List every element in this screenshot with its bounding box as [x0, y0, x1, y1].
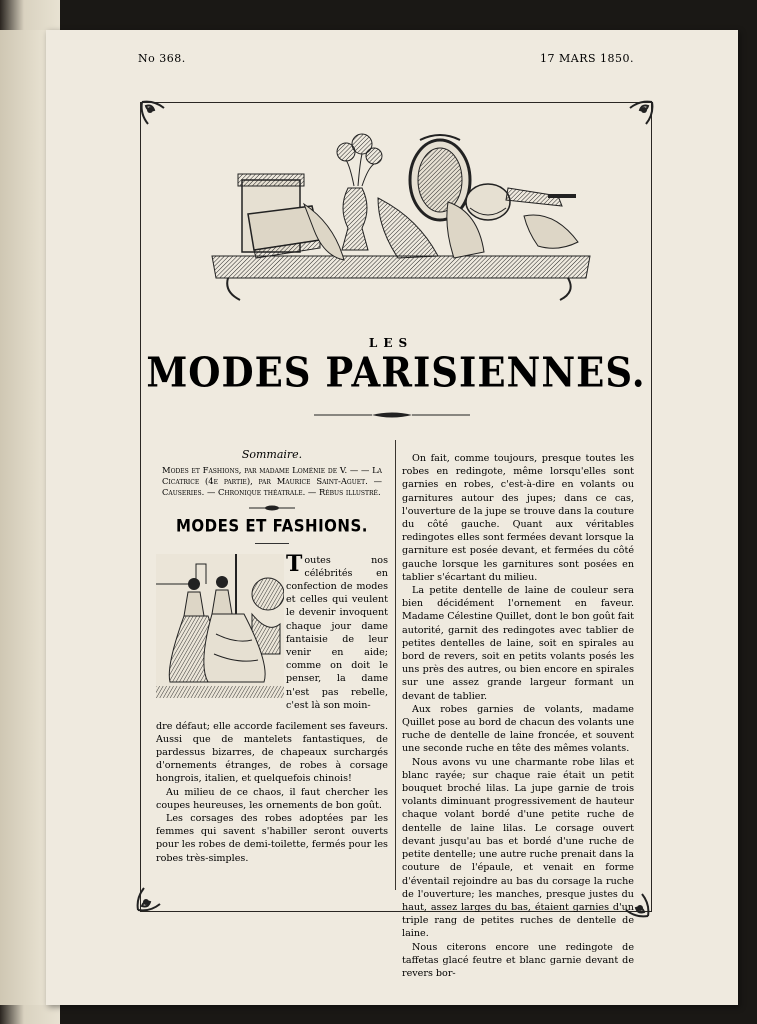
still-life-engraving [208, 128, 594, 308]
article-paragraph: Au milieu de ce chaos, il faut chercher les coupes heureuses, les ornements de bon goût. [156, 786, 388, 811]
column-rule [395, 440, 396, 890]
section-rule [255, 543, 289, 544]
corner-ornament-icon [138, 98, 170, 130]
sommaire-heading: Sommaire. [241, 448, 303, 461]
article-paragraph: Aux robes garnies de volants, madame Quillet pose au bord de chacun des volants une ruche de dentelle de laine froncée, et souvent une seconde ruche en tête des mêmes volants. [402, 703, 634, 755]
intro-paragraph: outes nos célébrités en confection de modes et celles qui veulent le devenir invoquent chaque jour dame fantaisie de leur venir en aide; comme on doit le penser, la dame n'est pas rebelle, c'est là son moin- [286, 554, 388, 711]
section-title: MODES ET FASHIONS. [176, 515, 368, 536]
article-paragraph: Nous avons vu une charmante robe lilas et blanc rayée; sur chaque raie était un petit bouquet broché lilas. La jupe garnie de trois volants diminuant progressivement de hauteur chaque volant bordé d'une petite ruche de dentelle de laine lilas. Le corsage ouvert devant jusqu'au bas et bordé d'une ruche de petite dentelle; une autre ruche prenait dans la couture de l'épaule, et venait en forme d'éventail rejoindre au bas du corsage la ruche de l'ouverture; les manches, presque justes du haut, assez larges du bas, étaient garnies d'un triple rang de petites ruches de dentelle de laine. [402, 756, 634, 940]
drop-cap: T [286, 550, 303, 577]
article-paragraph: Nous citerons encore une redingote de taffetas glacé feutre et blanc garnie devant de revers bor- [402, 941, 634, 979]
right-column [402, 452, 634, 980]
issue-number: No 368. [138, 52, 186, 65]
title-divider-ornament [312, 410, 472, 420]
sommaire-text: Modes et Fashions, par madame Loménie de V. — — La Cicatrice (4e partie), par Maurice Saint-Aguet. — Causeries. — Chronique théatrale. — Rébus illustré. [162, 465, 382, 498]
article-paragraph: La petite dentelle de laine de couleur sera bien décidément l'ornement en faveur. Madame Célestine Quillet, dont le bon goût fait autorité, garnit des redingotes avec tablier de petites dentelles de laine, soit en spirales au bord de revers, soit en petits volants posés les uns près des autres, ou bien encore en spirales sur une assez grande largeur formant un devant de tablier. [402, 585, 634, 702]
masthead-les: LES [368, 336, 414, 350]
article-paragraph: Les corsages des robes adoptées par les femmes qui savent s'habiller seront ouverts pour les robes de demi-toilette, fermés pour les robes très-simples. [156, 813, 388, 864]
fashion-plate-engraving [156, 554, 284, 698]
intro-text [286, 550, 388, 712]
corner-ornament-icon [624, 98, 656, 130]
facing-page-edge [0, 30, 48, 1005]
article-paragraph: On fait, comme toujours, presque toutes les robes en redingote, même lorsqu'elles sont garnies en robes, c'est-à-dire en volants ou garnitures autour des jupes; dans ce cas, l'ouverture de la jupe se trouve dans la couture du côté gauche. Quant aux véritables redingotes elles sont fermées devant lorsque la garniture est posée devant, et fermées du côté gauche lorsque les garnitures sont posées en tablier s'écartant du milieu. [402, 453, 634, 583]
masthead-title: MODES PARISIENNES. [146, 347, 646, 397]
small-divider-ornament [247, 505, 297, 511]
left-column [156, 446, 388, 865]
issue-date: 17 MARS 1850. [540, 52, 635, 65]
corner-ornament-icon [134, 882, 166, 914]
intro-block [156, 550, 388, 720]
article-paragraph: dre défaut; elle accorde facilement ses faveurs. Aussi que de mantelets fantastiques, de pardessus bizarres, de chapeaux surchargés d'ornements étranges, de robes à corsage hongrois, italien, et quelquefois chinois! [156, 720, 388, 785]
